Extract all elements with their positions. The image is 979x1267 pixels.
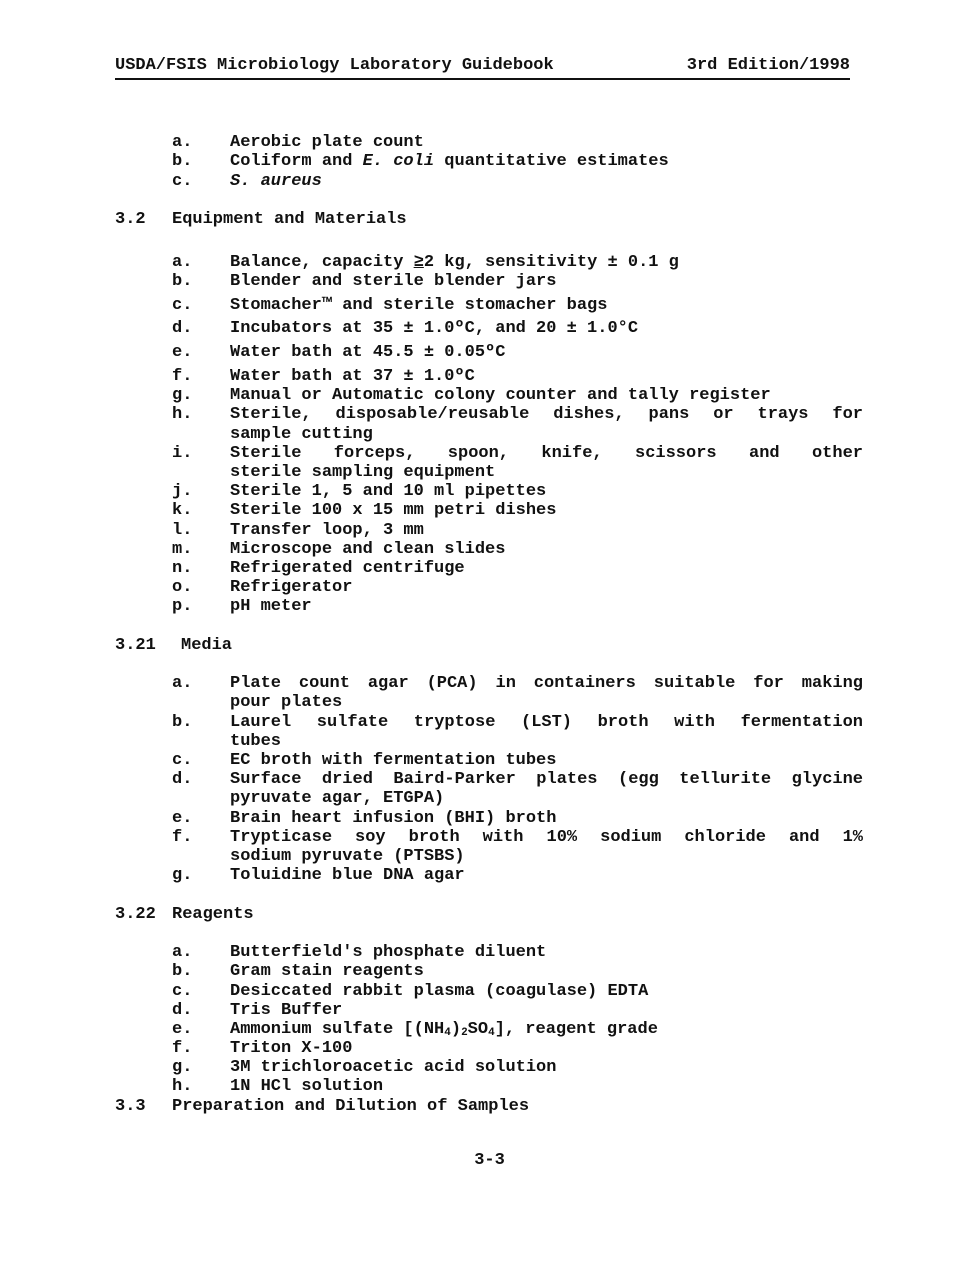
list-letter: j. — [172, 482, 193, 501]
list-letter: h. — [172, 405, 193, 424]
list-item-text: Sterile 1, 5 and 10 ml pipettes — [230, 482, 547, 501]
section-title: Preparation and Dilution of Samples — [172, 1097, 530, 1116]
list-letter: c. — [172, 751, 193, 770]
list-item-text-continued: sample cutting — [230, 425, 373, 444]
list-letter: a. — [172, 674, 193, 693]
list-item-text: EC broth with fermentation tubes — [230, 751, 557, 770]
list-letter: d. — [172, 319, 193, 338]
section-title: Reagents — [172, 905, 254, 924]
list-letter: c. — [172, 172, 193, 191]
list-letter: i. — [172, 444, 193, 463]
list-letter: o. — [172, 578, 193, 597]
header-title: USDA/FSIS Microbiology Laboratory Guidebook — [115, 56, 554, 75]
list-letter: e. — [172, 1020, 193, 1039]
list-item-text: Balance, capacity ≥2 kg, sensitivity ± 0.1 g — [230, 253, 679, 272]
list-item-text: Brain heart infusion (BHI) broth — [230, 809, 557, 828]
list-letter: n. — [172, 559, 193, 578]
list-item-text-continued: pyruvate agar, ETGPA) — [230, 789, 445, 808]
list-letter: h. — [172, 1077, 193, 1096]
list-item-text-continued: sodium pyruvate (PTSBS) — [230, 847, 465, 866]
list-item-text: Surface dried Baird-Parker plates (egg tellurite glycine — [230, 770, 863, 789]
section-number: 3.2 — [115, 210, 146, 229]
list-item-text: Trypticase soy broth with 10% sodium chloride and 1% — [230, 828, 863, 847]
list-letter: a. — [172, 133, 193, 152]
list-item-text: Blender and sterile blender jars — [230, 272, 557, 291]
list-letter: a. — [172, 253, 193, 272]
list-item-text: Tris Buffer — [230, 1001, 343, 1020]
list-item-text: 3M trichloroacetic acid solution — [230, 1058, 557, 1077]
list-item-text: Toluidine blue DNA agar — [230, 866, 465, 885]
list-item-text: Laurel sulfate tryptose (LST) broth with fermentation — [230, 713, 863, 732]
list-letter: e. — [172, 343, 193, 362]
page-header — [115, 56, 850, 80]
list-item-text: Microscope and clean slides — [230, 540, 506, 559]
list-item-text: Aerobic plate count — [230, 133, 424, 152]
list-item-text: Sterile 100 x 15 mm petri dishes — [230, 501, 557, 520]
page-number: 3-3 — [474, 1151, 505, 1170]
list-item-text: Desiccated rabbit plasma (coagulase) EDTA — [230, 982, 649, 1001]
list-letter: g. — [172, 866, 193, 885]
list-letter: f. — [172, 367, 193, 386]
list-item-text: S. aureus — [230, 172, 322, 191]
list-letter: d. — [172, 1001, 193, 1020]
list-item-text: Gram stain reagents — [230, 962, 424, 981]
list-item-text-continued: tubes — [230, 732, 282, 751]
section-number: 3.3 — [115, 1097, 146, 1116]
list-item-text: Plate count agar (PCA) in containers suitable for making — [230, 674, 863, 693]
list-letter: b. — [172, 272, 193, 291]
list-item-text: Incubators at 35 ± 1.0ºC, and 20 ± 1.0°C — [230, 319, 639, 338]
list-letter: b. — [172, 152, 193, 171]
list-item-text: Coliform and E. coli quantitative estimates — [230, 152, 669, 171]
list-item-text: Transfer loop, 3 mm — [230, 521, 424, 540]
list-letter: p. — [172, 597, 193, 616]
section-number: 3.21 — [115, 636, 156, 655]
list-item-text: Refrigerated centrifuge — [230, 559, 465, 578]
list-item-text: Stomacher™ and sterile stomacher bags — [230, 296, 608, 315]
list-letter: e. — [172, 809, 193, 828]
section-title: Media — [181, 636, 233, 655]
list-item-text: Manual or Automatic colony counter and tally register — [230, 386, 771, 405]
list-letter: k. — [172, 501, 193, 520]
list-item-text-continued: pour plates — [230, 693, 343, 712]
list-item-text: Triton X-100 — [230, 1039, 353, 1058]
section-title: Equipment and Materials — [172, 210, 407, 229]
list-letter: f. — [172, 1039, 193, 1058]
list-letter: f. — [172, 828, 193, 847]
list-item-text: pH meter — [230, 597, 312, 616]
list-letter: l. — [172, 521, 193, 540]
list-item-text: Water bath at 37 ± 1.0ºC — [230, 367, 475, 386]
header-edition: 3rd Edition/1998 — [686, 56, 850, 75]
list-letter: g. — [172, 386, 193, 405]
list-letter: c. — [172, 982, 193, 1001]
list-item-text: Butterfield's phosphate diluent — [230, 943, 547, 962]
list-item-text: Refrigerator — [230, 578, 353, 597]
section-number: 3.22 — [115, 905, 156, 924]
list-item-text: Sterile, disposable/reusable dishes, pans or trays for — [230, 405, 863, 424]
list-letter: c. — [172, 296, 193, 315]
list-item-text-continued: sterile sampling equipment — [230, 463, 496, 482]
list-letter: d. — [172, 770, 193, 789]
list-letter: b. — [172, 713, 193, 732]
list-item-text: Water bath at 45.5 ± 0.05ºC — [230, 343, 506, 362]
list-item-text: 1N HCl solution — [230, 1077, 384, 1096]
list-letter: g. — [172, 1058, 193, 1077]
list-letter: b. — [172, 962, 193, 981]
list-item-text: Sterile forceps, spoon, knife, scissors and other — [230, 444, 863, 463]
list-letter: a. — [172, 943, 193, 962]
list-item-text: Ammonium sulfate [(NH4)2SO4], reagent grade — [230, 1020, 658, 1039]
list-letter: m. — [172, 540, 193, 559]
